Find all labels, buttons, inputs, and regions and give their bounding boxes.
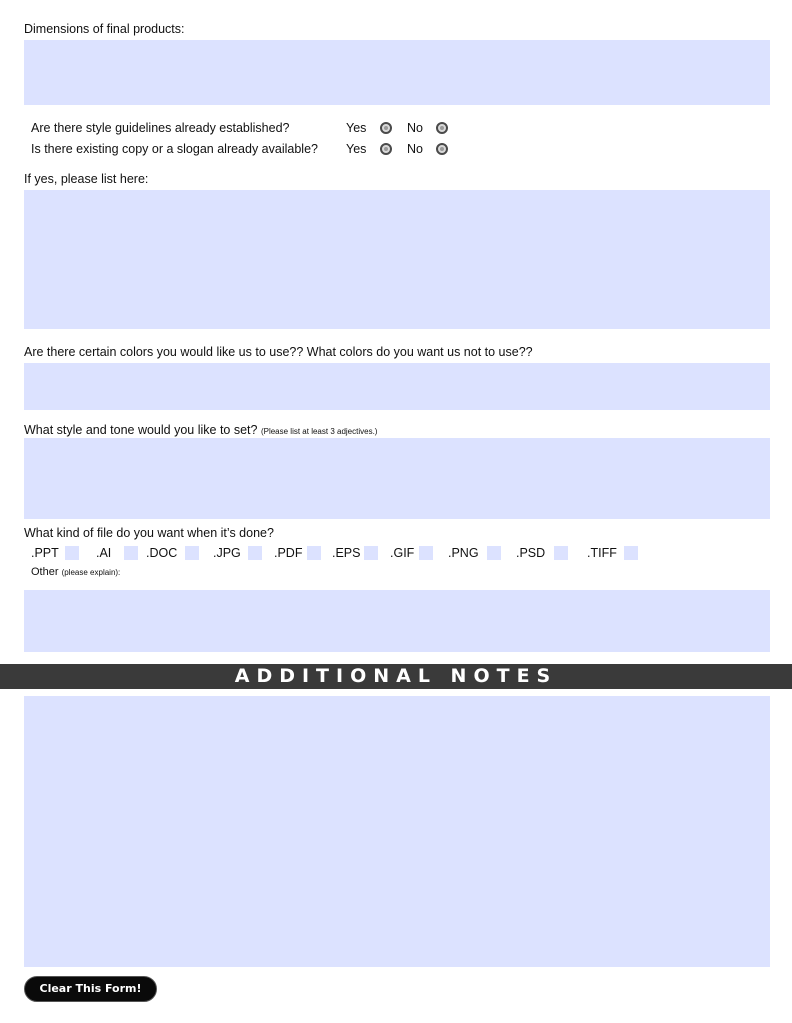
file-option-jpg-checkbox[interactable] <box>248 546 262 560</box>
existing-copy-question: Is there existing copy or a slogan already available? <box>31 142 318 156</box>
file-option-ppt-label: .PPT <box>31 546 59 560</box>
list-here-field[interactable] <box>24 190 770 329</box>
file-option-doc-checkbox[interactable] <box>185 546 199 560</box>
additional-notes-heading: ADDITIONAL NOTES <box>0 664 792 689</box>
file-option-psd-label: .PSD <box>516 546 546 560</box>
existing-copy-no-label: No <box>407 142 423 156</box>
style-tone-note: (Please list at least 3 adjectives.) <box>260 427 378 436</box>
colors-field[interactable] <box>24 363 770 410</box>
file-option-png-label: .PNG <box>448 546 479 560</box>
style-tone-question: What style and tone would you like to set? <box>24 423 258 437</box>
style-tone-label <box>24 423 377 437</box>
other-label-note: (please explain): <box>61 568 121 577</box>
file-option-pdf-checkbox[interactable] <box>307 546 321 560</box>
style-guidelines-question: Are there style guidelines already established? <box>31 121 290 135</box>
dimensions-label: Dimensions of final products: <box>24 22 185 36</box>
file-option-tiff-label: .TIFF <box>587 546 617 560</box>
existing-copy-no-radio[interactable] <box>436 143 448 155</box>
file-option-psd-checkbox[interactable] <box>554 546 568 560</box>
other-label-text: Other <box>31 566 59 578</box>
dimensions-field[interactable] <box>24 40 770 105</box>
colors-label: Are there certain colors you would like us to use?? What colors do you want us not to use?? <box>24 345 533 359</box>
style-guidelines-yes-label: Yes <box>346 121 367 135</box>
existing-copy-yes-radio[interactable] <box>380 143 392 155</box>
file-option-eps-checkbox[interactable] <box>364 546 378 560</box>
file-option-jpg-label: .JPG <box>213 546 241 560</box>
file-option-gif-label: .GIF <box>390 546 415 560</box>
file-option-pdf-label: .PDF <box>274 546 303 560</box>
file-option-ai-label: .AI <box>96 546 112 560</box>
style-tone-field[interactable] <box>24 438 770 519</box>
style-guidelines-no-label: No <box>407 121 423 135</box>
additional-notes-field[interactable] <box>24 696 770 967</box>
other-label <box>31 566 120 578</box>
file-option-gif-checkbox[interactable] <box>419 546 433 560</box>
other-file-field[interactable] <box>24 590 770 652</box>
style-guidelines-yes-radio[interactable] <box>380 122 392 134</box>
style-guidelines-no-radio[interactable] <box>436 122 448 134</box>
clear-form-button[interactable]: Clear This Form! <box>24 976 157 1002</box>
file-option-ppt-checkbox[interactable] <box>65 546 79 560</box>
file-option-tiff-checkbox[interactable] <box>624 546 638 560</box>
file-types-label: What kind of file do you want when it’s done? <box>24 526 274 540</box>
file-option-eps-label: .EPS <box>332 546 361 560</box>
file-option-png-checkbox[interactable] <box>487 546 501 560</box>
list-here-label: If yes, please list here: <box>24 172 149 186</box>
file-option-doc-label: .DOC <box>146 546 178 560</box>
existing-copy-yes-label: Yes <box>346 142 367 156</box>
file-option-ai-checkbox[interactable] <box>124 546 138 560</box>
